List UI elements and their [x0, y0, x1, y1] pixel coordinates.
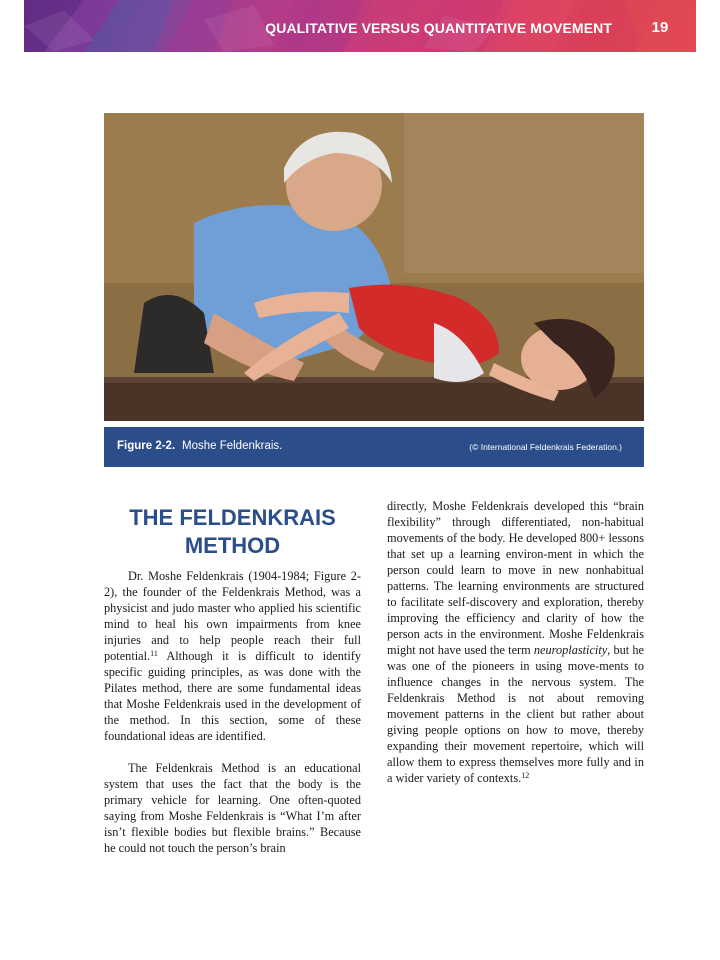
figure-caption-bar	[104, 427, 644, 467]
left-column	[104, 498, 361, 856]
figure-credit: (© International Feldenkrais Federation.)	[469, 442, 622, 452]
paragraph-text: Dr. Moshe Feldenkrais (1904-1984; Figure 2-2), the founder of the Feldenkrais Method, was a physicist and judo master who applied his scientific mind to heal his own impairments from knee injuries and to help people reach their full potential.	[104, 569, 361, 663]
section-heading: THE FELDENKRAIS METHOD	[129, 505, 336, 558]
paragraph	[387, 498, 644, 786]
paragraph: The Feldenkrais Method is an educational system that uses the fact that the body is the primary vehicle for learning. One often-quoted saying from Moshe Feldenkrais is “What I’m after isn’t flexible bodies but flexible brains.” Because he could not touch the person’s brain	[104, 761, 361, 855]
figure-photo	[104, 113, 644, 421]
paragraph-text: Although it is difficult to identify specific guiding principles, as was done with the Pilates method, there are some fundamental ideas that Moshe Feldenkrais used in the development of the method. In this section, some of these foundational ideas are identified.	[104, 649, 361, 743]
footnote-ref: 11	[150, 649, 158, 658]
page-number: 19	[651, 19, 669, 36]
paragraph-text: , but he was one of the pioneers in using move-ments to influence changes in the nervous system. The Feldenkrais Method is not about removing movement patterns in the client but rather about giving people options on how to move, thereby expanding their movement repertoire, which will allow them to express themselves more fully and in a wider variety of contexts.	[387, 643, 644, 785]
right-column	[387, 498, 644, 786]
running-title: QUALITATIVE VERSUS QUANTITATIVE MOVEMENT	[265, 20, 612, 36]
header-banner	[24, 0, 696, 52]
paragraph-text: directly, Moshe Feldenkrais developed this “brain flexibility” through differentiated, non-habitual movements of the body. He developed 800+ lessons that set up a learning environ-ment in which the person could learn to move in new nonhabitual patterns. The learning environments are structured to facilitate self-discovery and exploration, thereby improving the efficiency and clarity of how the person acts in the environment. Moshe Feldenkrais might not have used the term	[387, 499, 644, 657]
footnote-ref: 12	[521, 771, 530, 780]
emphasis-term: neuroplasticity	[533, 643, 608, 657]
paragraph	[104, 568, 361, 744]
figure-caption: Moshe Feldenkrais.	[182, 440, 283, 452]
figure-label: Figure 2-2.	[117, 440, 176, 452]
